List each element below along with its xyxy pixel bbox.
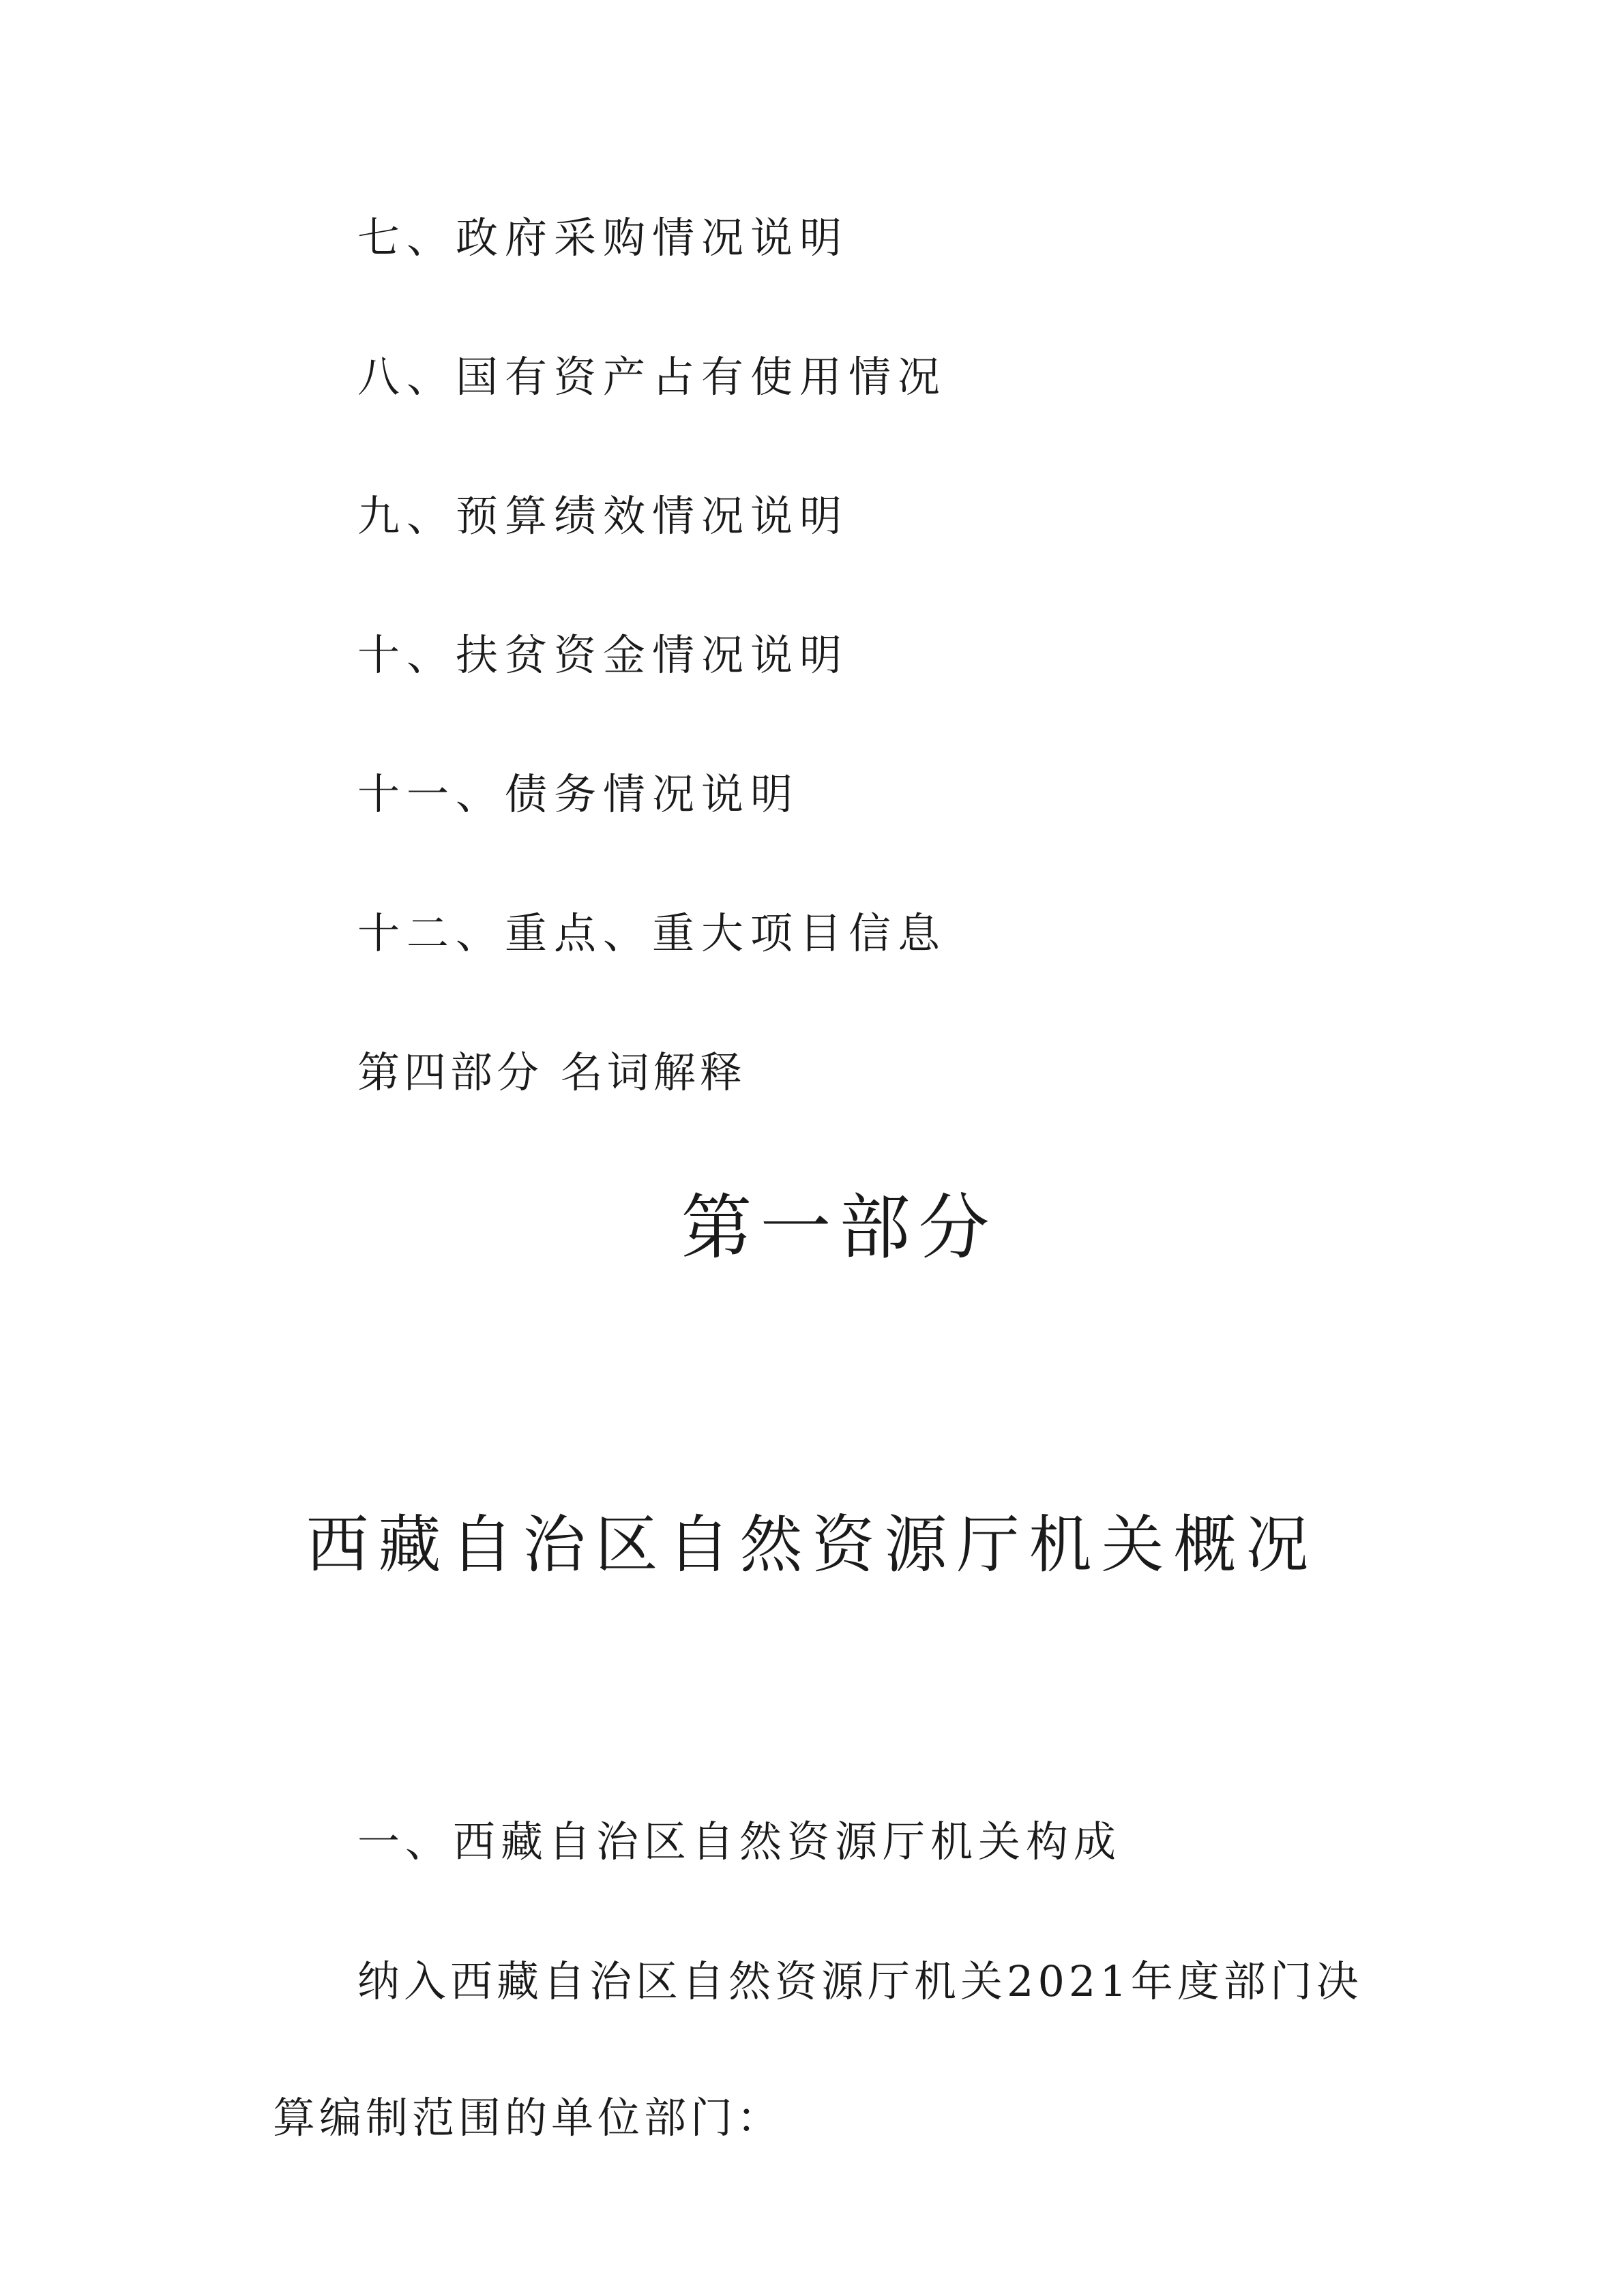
document-title: 西藏自治区自然资源厅机关概况 xyxy=(306,1508,1318,1581)
toc-item-poverty-funds: 十、扶贫资金情况说明 xyxy=(357,630,849,680)
section-heading: 一、西藏自治区自然资源厅机关构成 xyxy=(357,1817,1122,1866)
part-one-heading: 第一部分 xyxy=(681,1186,998,1269)
toc-item-budget-performance: 九、预算绩效情况说明 xyxy=(357,491,849,541)
toc-item-government-procurement: 七、政府采购情况说明 xyxy=(357,213,849,263)
toc-item-debt: 十一、债务情况说明 xyxy=(357,769,800,819)
toc-item-glossary: 第四部分 名词解释 xyxy=(357,1047,746,1097)
toc-item-state-assets: 八、国有资产占有使用情况 xyxy=(357,352,947,402)
body-paragraph: 纳入西藏自治区自然资源厅机关2021年度部门决算编制范围的单位部门： xyxy=(273,1956,1363,2143)
toc-item-key-projects: 十二、重点、重大项目信息 xyxy=(357,908,947,958)
